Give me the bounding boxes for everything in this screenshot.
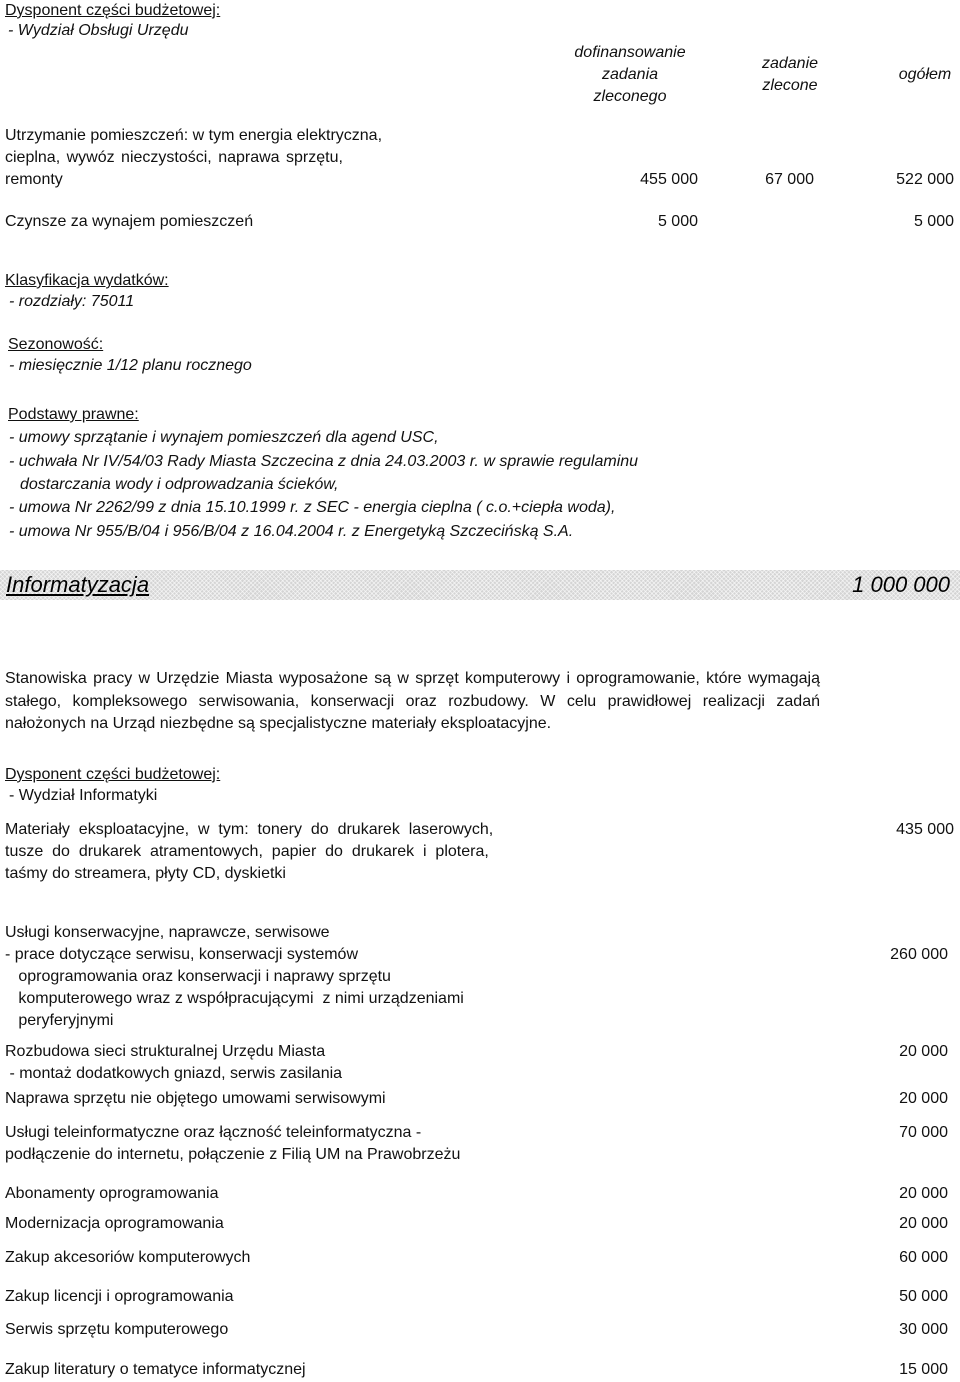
legal-basis-line: - umowa Nr 955/B/04 i 956/B/04 z 16.04.2004 r. z Energetyką Szczecińską S.A. xyxy=(9,523,574,540)
row-value-col3: 522 000 xyxy=(896,171,954,188)
list-item: Serwis sprzętu komputerowego xyxy=(5,1321,229,1338)
section-total: 1 000 000 xyxy=(852,572,950,597)
dysponent-unit: - Wydział Obsługi Urzędu xyxy=(8,22,189,39)
seasonality-value: - miesięcznie 1/12 planu rocznego xyxy=(9,357,252,374)
classification-value: - rozdziały: 75011 xyxy=(9,293,135,310)
list-item: Zakup akcesoriów komputerowych xyxy=(5,1249,251,1266)
item-amount: 20 000 xyxy=(899,1185,948,1202)
list-item: Naprawa sprzętu nie objętego umowami serwisowymi xyxy=(5,1090,386,1107)
list-item: - prace dotyczące serwisu, konserwacji systemów oprogramowania oraz konserwacji i naprawy sprzętu komputerowego wraz z współpracującymi z nimi urządzeniami peryferyjnymi xyxy=(5,946,464,1029)
dysponent-label: Dysponent części budżetowej: xyxy=(5,2,221,19)
item-amount: 20 000 xyxy=(899,1090,948,1107)
legal-basis-line: - umowy sprzątanie i wynajem pomieszczeń dla agend USC, xyxy=(9,429,439,446)
legal-basis-label: Podstawy prawne: xyxy=(8,406,139,423)
classification-label: Klasyfikacja wydatków: xyxy=(5,272,169,289)
list-item: Zakup literatury o tematyce informatycznej xyxy=(5,1361,306,1378)
column-header-zadanie-zlecone: zadanie zlecone xyxy=(761,55,819,94)
item-amount: 50 000 xyxy=(899,1288,948,1305)
seasonality-label: Sezonowość: xyxy=(8,336,104,353)
legal-basis-line: - uchwała Nr IV/54/03 Rady Miasta Szczecina z dnia 24.03.2003 r. w sprawie regulaminu xyxy=(9,453,639,470)
column-header-dofinansowanie: dofinansowanie zadania zleconego xyxy=(574,44,686,105)
row-value-col1: 455 000 xyxy=(640,171,698,188)
row-value-col1: 5 000 xyxy=(657,213,698,230)
item-amount: 435 000 xyxy=(896,821,954,838)
item-amount: 20 000 xyxy=(899,1043,948,1060)
row-value-col3: 5 000 xyxy=(913,213,954,230)
list-item: Usługi konserwacyjne, naprawcze, serwisowe xyxy=(5,924,330,941)
item-amount: 30 000 xyxy=(899,1321,948,1338)
list-item: Materiały eksploatacyjne, w tym: tonery do drukarek laserowych, tusze do drukarek atramentowych, papier do drukarek i plotera, taśmy do streamera, płyty CD, dyskietki xyxy=(5,821,494,882)
table-row: Utrzymanie pomieszczeń: w tym energia elektryczna, cieplna, wywóz nieczystości, naprawa sprzętu, remonty xyxy=(5,127,383,188)
row-value-col2: 67 000 xyxy=(765,171,814,188)
item-amount: 70 000 xyxy=(899,1124,948,1141)
section-title: Informatyzacja xyxy=(6,572,150,597)
item-amount: 15 000 xyxy=(899,1361,948,1378)
list-item: Abonamenty oprogramowania xyxy=(5,1185,219,1202)
legal-basis-line: dostarczania wody i odprowadzania ścieków, xyxy=(20,476,339,493)
item-amount: 20 000 xyxy=(899,1215,948,1232)
item-amount: 260 000 xyxy=(890,946,948,963)
table-row: Czynsze za wynajem pomieszczeń xyxy=(5,213,254,230)
dysponent-unit: - Wydział Informatyki xyxy=(9,787,158,804)
intro-paragraph: Stanowiska pracy w Urzędzie Miasta wyposażone są w sprzęt komputerowy i oprogramowanie, które wymagają stałego, kompleksowego serwisowania, konserwacji oraz rozbudowy. W celu prawidłowej realizacji zadań nałożonych na Urząd niezbędne są specjalistyczne materiały eksploatacyjne. xyxy=(5,670,820,732)
list-item: Zakup licencji i oprogramowania xyxy=(5,1288,234,1305)
list-item: Usługi teleinformatyczne oraz łączność teleinformatyczna - podłączenie do internetu, połączenie z Filią UM na Prawobrzeżu xyxy=(5,1124,461,1163)
list-item: Rozbudowa sieci strukturalnej Urzędu Miasta - montaż dodatkowych gniazd, serwis zasilania xyxy=(5,1043,343,1082)
legal-basis-line: - umowa Nr 2262/99 z dnia 15.10.1999 r. z SEC - energia cieplna ( c.o.+ciepła woda), xyxy=(9,499,616,516)
list-item: Modernizacja oprogramowania xyxy=(5,1215,224,1232)
item-amount: 60 000 xyxy=(899,1249,948,1266)
dysponent-label: Dysponent części budżetowej: xyxy=(5,766,221,783)
column-header-ogolem: ogółem xyxy=(898,66,952,83)
